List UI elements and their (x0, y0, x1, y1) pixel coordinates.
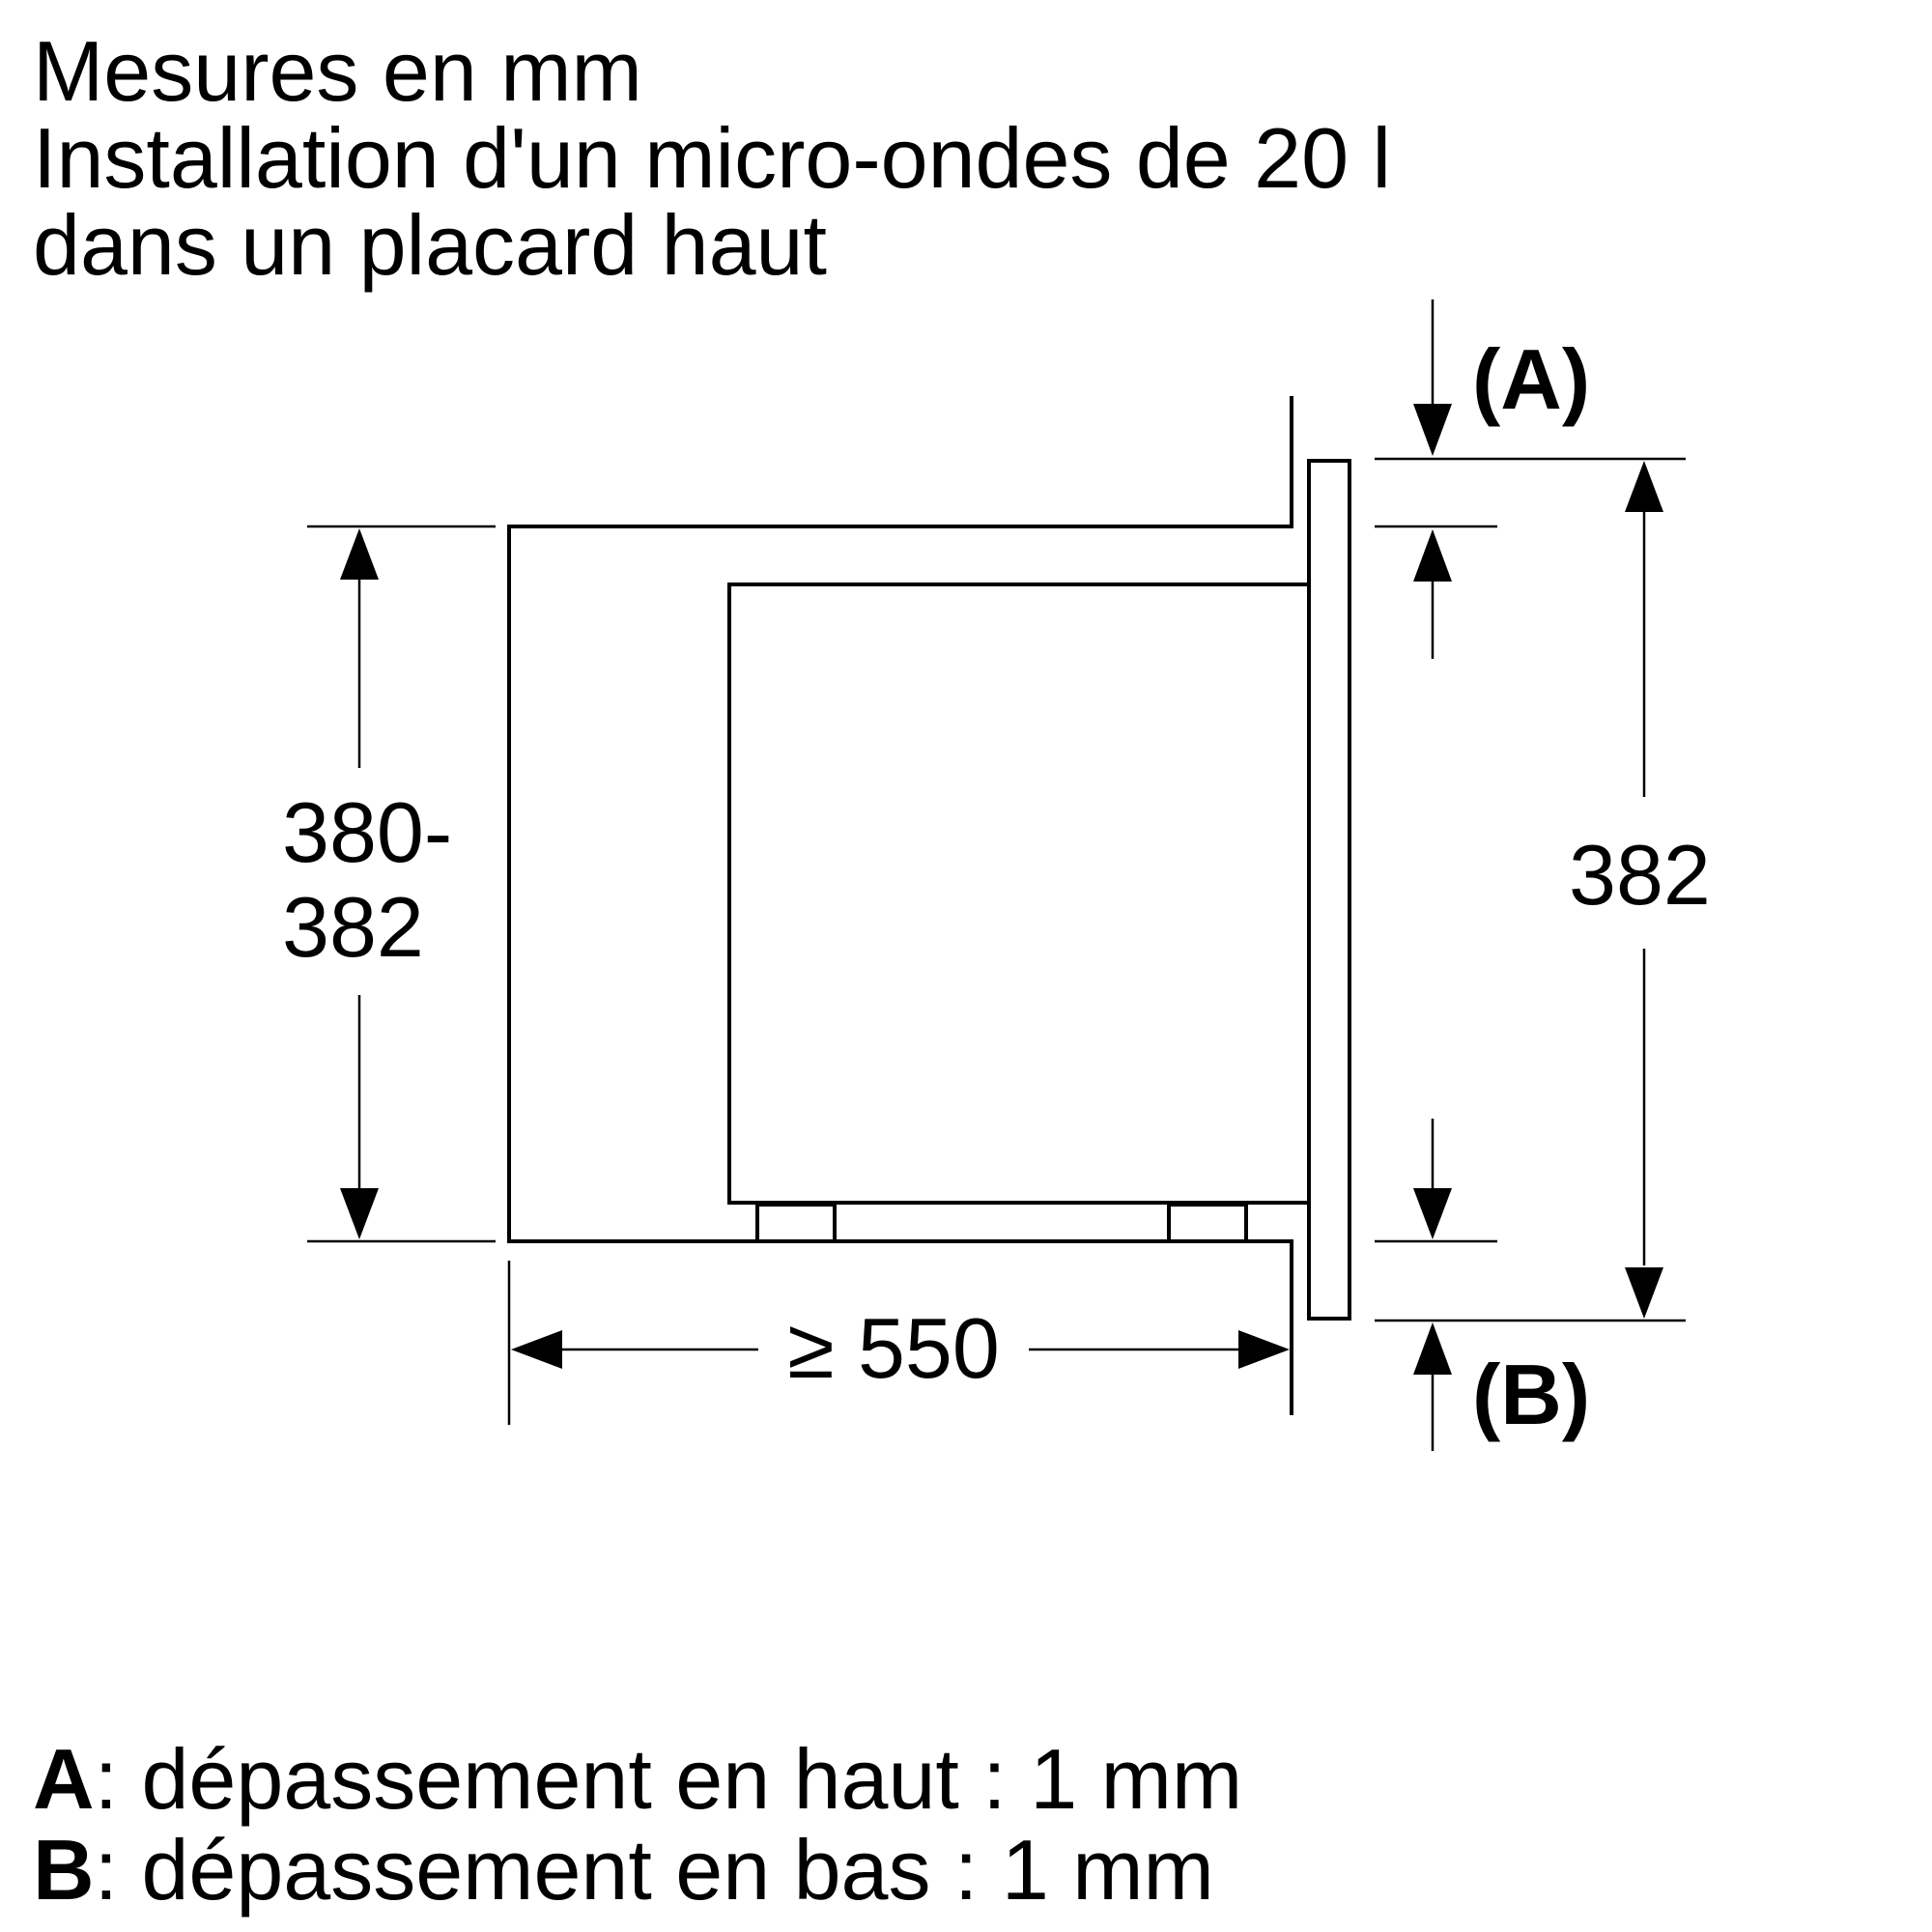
title-line-3: dans un placard haut (33, 197, 827, 293)
dim-label-depth: ≥ 550 (787, 1300, 1000, 1396)
microwave-body (729, 584, 1307, 1203)
arrow-b-up (1413, 1322, 1452, 1375)
microwave-foot-left (757, 1205, 835, 1241)
arrow-depth-right (1238, 1330, 1290, 1369)
arrow-a-up (1413, 529, 1452, 582)
microwave-front-panel (1309, 461, 1350, 1319)
dim-label-right: 382 (1569, 827, 1711, 923)
legend-b-key: B (33, 1822, 95, 1918)
arrow-depth-left (511, 1330, 562, 1369)
title-line-2: Installation d'un micro-ondes de 20 l (33, 110, 1392, 206)
arrow-b-down (1413, 1188, 1452, 1239)
arrow-a-down (1413, 404, 1452, 456)
microwave-foot-right (1169, 1205, 1246, 1241)
legend-b-text: : dépassement en bas : 1 mm (94, 1822, 1214, 1918)
dim-label-left-line-1: 380- (282, 784, 453, 880)
arrow-right-down (1625, 1267, 1663, 1319)
legend-a (33, 1731, 1243, 1827)
marker-b-label: (B) (1472, 1347, 1591, 1442)
title-line-1: Mesures en mm (33, 23, 642, 119)
cabinet-outline (509, 396, 1292, 1415)
arrow-left-down (340, 1188, 379, 1239)
arrow-right-up (1625, 461, 1663, 512)
legend-a-key: A (33, 1731, 95, 1827)
legend-a-text: : dépassement en haut : 1 mm (94, 1731, 1243, 1827)
marker-a-label: (A) (1472, 331, 1591, 427)
legend-b (33, 1822, 1214, 1918)
arrow-left-up (340, 528, 379, 580)
dim-label-left-line-2: 382 (282, 879, 424, 975)
